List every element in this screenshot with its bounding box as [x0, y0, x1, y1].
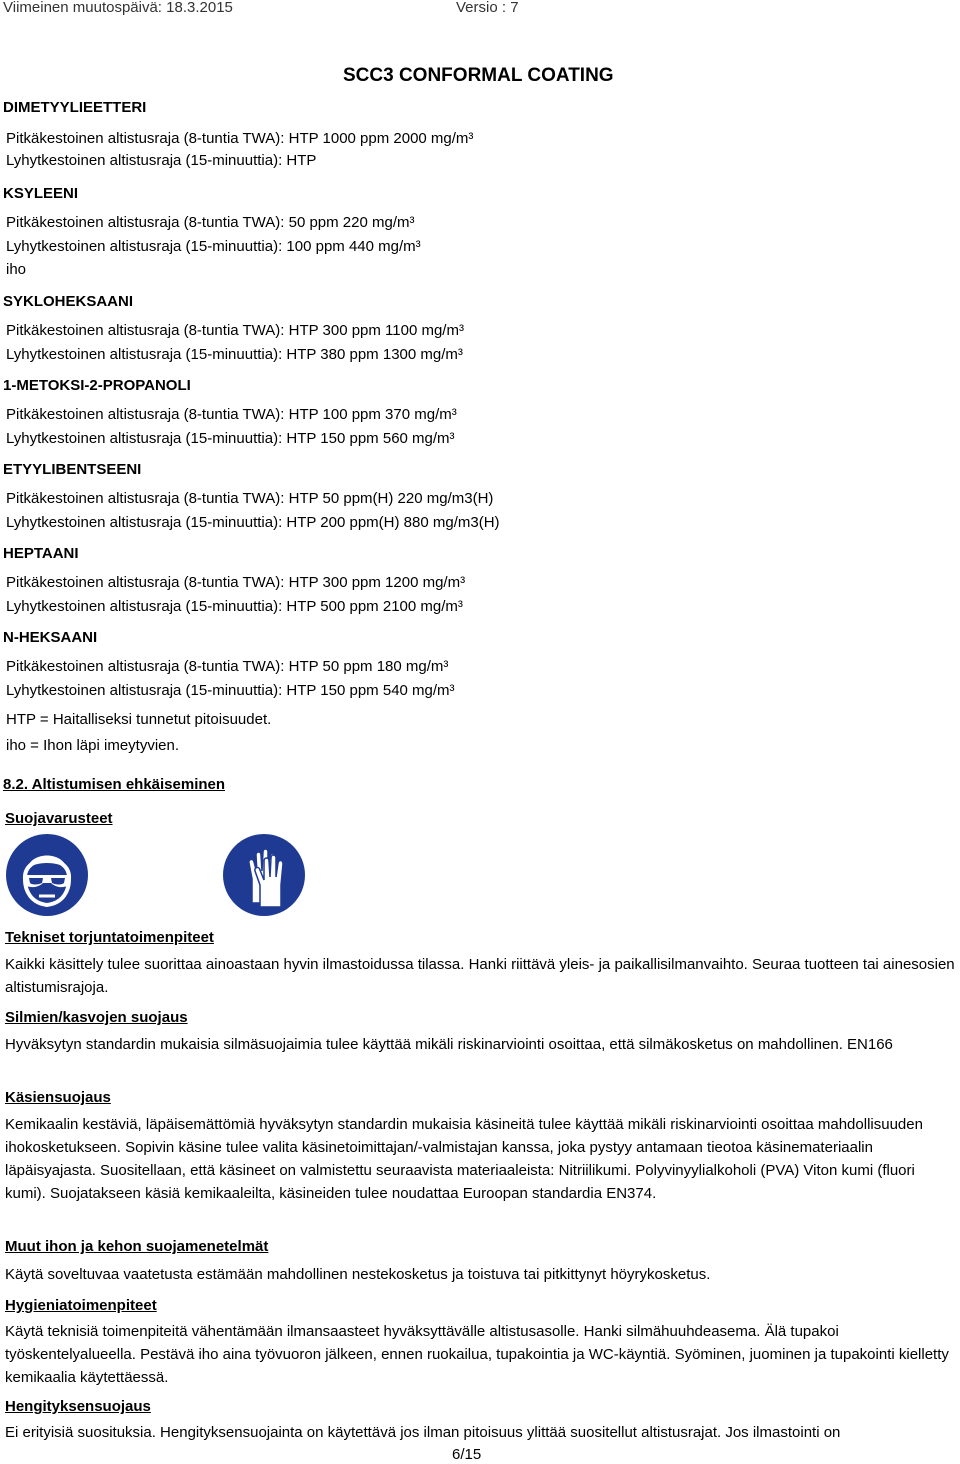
section-text: Käytä soveltuvaa vaatetusta estämään mahdollinen nestekosketus ja toistuva tai pitkittynyt höyrykosketus. [5, 1266, 711, 1283]
section-heading: Tekniset torjuntatoimenpiteet [5, 929, 214, 946]
section-text: Kemikaalin kestäviä, läpäisemättömiä hyväksytyn standardin mukaisia käsineitä tulee käyttää mikäli riskinarviointi osoittaa mahdollisuuden ihokosketukseen. Sopivin käsine tulee valita käsinetoimittajan/-valmistajan kanssa, joka pystyy antamaan tieotoa käsinemateriaalin läpäisyajasta. Suositellaan, että käsineet on valmistettu seuraavista materiaaleista: Nitriilikumi. Polyvinyylialkoholi (PVA) Viton kumi (fluori kumi). Suojatakseen käsiä kemikaaleilta, käsineiden tulee noudattaa Euroopan standardia EN374. [5, 1116, 923, 1202]
section-heading: Muut ihon ja kehon suojamenetelmät [5, 1238, 269, 1255]
eye-protection-icon [5, 833, 89, 917]
note-line: HTP = Haitalliseksi tunnetut pitoisuudet. [6, 711, 272, 728]
section-text: Kaikki käsittely tulee suorittaa ainoastaan hyvin ilmastoidussa tilassa. Hanki riittävä yleis- ja paikallisilmanvaihto. Seuraa tuotteen tai ainesosien altistumisrajoja. [5, 956, 955, 996]
exposure-limit-line: Pitkäkestoinen altistusraja (8-tuntia TWA): HTP 1000 ppm 2000 mg/m³ [6, 130, 474, 147]
substance-name: HEPTAANI [3, 545, 79, 562]
section-heading: Käsiensuojaus [5, 1089, 111, 1106]
gloves-icon [222, 833, 306, 917]
section-heading: Hygieniatoimenpiteet [5, 1297, 157, 1314]
version-label: Versio : 7 [456, 0, 519, 16]
section-heading: Silmien/kasvojen suojaus [5, 1009, 188, 1026]
substance-name: ETYYLIBENTSEENI [3, 461, 142, 478]
exposure-limit-line: iho [6, 261, 27, 278]
section-8-2-heading: 8.2. Altistumisen ehkäiseminen [3, 776, 226, 793]
exposure-limit-line: Lyhytkestoinen altistusraja (15-minuuttia): HTP 380 ppm 1300 mg/m³ [6, 346, 463, 363]
section-text: Ei erityisiä suosituksia. Hengityksensuojainta on käytettävä jos ilman pitoisuus ylittää suositellut altistusrajat. Jos ilmastointi on [5, 1424, 841, 1441]
exposure-limit-line: Lyhytkestoinen altistusraja (15-minuuttia): HTP [6, 152, 317, 169]
exposure-limit-line: Lyhytkestoinen altistusraja (15-minuuttia): HTP 500 ppm 2100 mg/m³ [6, 598, 463, 615]
exposure-limit-line: Pitkäkestoinen altistusraja (8-tuntia TWA): HTP 300 ppm 1200 mg/m³ [6, 574, 466, 591]
exposure-limit-line: Pitkäkestoinen altistusraja (8-tuntia TWA): HTP 300 ppm 1100 mg/m³ [6, 322, 464, 339]
substance-name: DIMETYYLIEETTERI [3, 99, 147, 116]
exposure-limit-line: Pitkäkestoinen altistusraja (8-tuntia TWA): HTP 50 ppm 180 mg/m³ [6, 658, 449, 675]
page-number: 6/15 [452, 1446, 482, 1463]
document-title: SCC3 CONFORMAL COATING [343, 65, 614, 86]
last-modified-date: Viimeinen muutospäivä: 18.3.2015 [3, 0, 233, 16]
substance-name: N-HEKSAANI [3, 629, 98, 646]
exposure-limit-line: Lyhytkestoinen altistusraja (15-minuuttia): HTP 150 ppm 560 mg/m³ [6, 430, 455, 447]
exposure-limit-line: Lyhytkestoinen altistusraja (15-minuuttia): 100 ppm 440 mg/m³ [6, 238, 421, 255]
exposure-limit-line: Lyhytkestoinen altistusraja (15-minuuttia): HTP 200 ppm(H) 880 mg/m3(H) [6, 514, 500, 531]
section-text: Käytä teknisiä toimenpiteitä vähentämään ilmansaasteet hyväksyttävälle altistusasolle. Hanki silmähuuhdeasema. Älä tupakoi työskentelyalueella. Pestävä iho aina työvuoron jälkeen, ennen ruokailua, tupakointia ja WC-käyntiä. Syöminen, juominen ja tupakointi kielletty kemikaalia käytettäessä. [5, 1323, 949, 1386]
exposure-limit-line: Lyhytkestoinen altistusraja (15-minuuttia): HTP 150 ppm 540 mg/m³ [6, 682, 455, 699]
exposure-limit-line: Pitkäkestoinen altistusraja (8-tuntia TWA): 50 ppm 220 mg/m³ [6, 214, 415, 231]
substance-name: SYKLOHEKSAANI [3, 293, 134, 310]
exposure-limit-line: Pitkäkestoinen altistusraja (8-tuntia TWA): HTP 100 ppm 370 mg/m³ [6, 406, 457, 423]
section-heading: Hengityksensuojaus [5, 1398, 151, 1415]
substance-name: 1-METOKSI-2-PROPANOLI [3, 377, 191, 394]
exposure-limit-line: Pitkäkestoinen altistusraja (8-tuntia TWA): HTP 50 ppm(H) 220 mg/m3(H) [6, 490, 494, 507]
ppe-heading: Suojavarusteet [5, 810, 113, 827]
substance-name: KSYLEENI [3, 185, 79, 202]
section-text: Hyväksytyn standardin mukaisia silmäsuojaimia tulee käyttää mikäli riskinarviointi osoittaa, että silmäkosketus on mahdollinen. EN166 [5, 1036, 893, 1053]
note-line: iho = Ihon läpi imeytyvien. [6, 737, 180, 754]
